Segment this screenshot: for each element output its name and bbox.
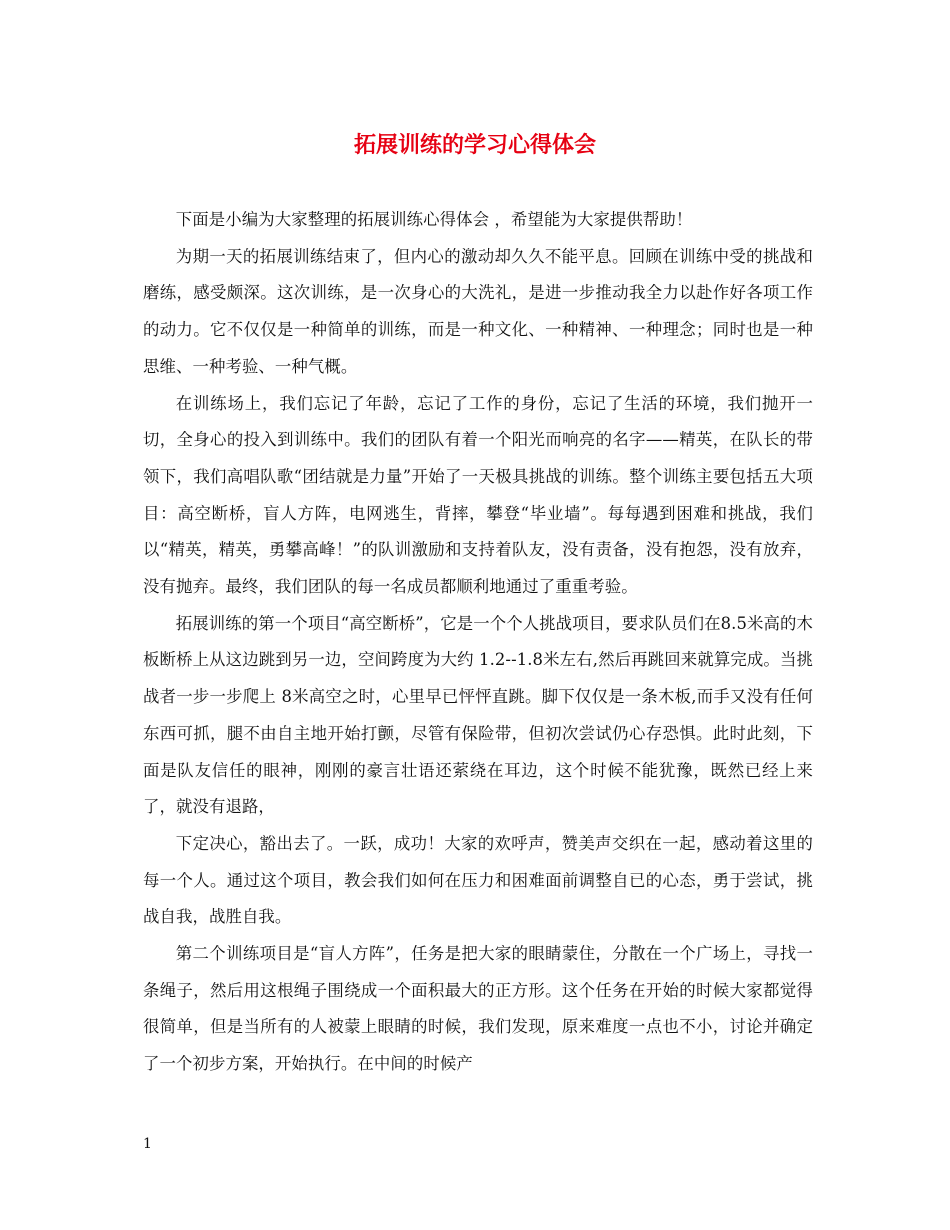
paragraph-intro: 下面是小编为大家整理的拓展训练心得体会 ，希望能为大家提供帮助！ xyxy=(175,210,693,229)
document-body xyxy=(143,202,813,1083)
paragraph-reflection: 为期一天的拓展训练结束了，但内心的激动却久久不能平息。回顾在训练中受的挑战和磨练，感受颇深。这次训练，是一次身心的大洗礼，是进一步推动我全力以赴作好各项工作的动力。它不仅仅是一种简单的训练，而是一种文化、一种精神、一种理念；同时也是一种思维、一种考验、一种气概。 xyxy=(143,246,813,376)
page-number: 1 xyxy=(143,1136,152,1152)
paragraph-training-field: 在训练场上，我们忘记了年龄，忘记了工作的身份，忘记了生活的环境，我们抛开一切，全身心的投入到训练中。我们的团队有着一个阳光而响亮的名字——精英，在队长的带领下，我们高唱队歌“团结就是力量”开始了一天极具挑战的训练。整个训练主要包括五大项目：高空断桥，盲人方阵，电网逃生，背摔，攀登“毕业墙”。每每遇到困难和挑战，我们以“精英，精英，勇攀高峰！”的队训激励和支持着队友，没有责备，没有抱怨，没有放弃，没有抛弃。最终，我们团队的每一名成员都顺利地通过了重重考验。 xyxy=(143,393,813,597)
document-title: 拓展训练的学习心得体会 xyxy=(353,132,596,158)
paragraph-blind-square: 第二个训练项目是“盲人方阵”，任务是把大家的眼睛蒙住，分散在一个广场上，寻找一条绳子，然后用这根绳子围绕成一个面积最大的正方形。这个任务在开始的时候大家都觉得很简单，但是当所有的人被蒙上眼睛的时候，我们发现，原来难度一点也不小，讨论并确定了一个初步方案，开始执行。在中间的时候产 xyxy=(143,944,813,1074)
paragraph-high-bridge: 拓展训练的第一个项目“高空断桥”，它是一个个人挑战项目，要求队员们在8.5米高的木板断桥上从这边跳到另一边，空间跨度为大约 1.2--1.8米左右,然后再跳回来就算完成。当挑战者一步一步爬上 8米高空之时，心里早已怦怦直跳。脚下仅仅是一条木板,而手又没有任何东西可抓，腿不由自主地开始打颤，尽管有保险带，但初次尝试仍心存恐惧。此时此刻，下面是队友信任的眼神，刚刚的豪言壮语还萦绕在耳边，这个时候不能犹豫，既然已经上来了，就没有退路， xyxy=(143,613,813,817)
paragraph-decision: 下定决心，豁出去了。一跃，成功！大家的欢呼声，赞美声交织在一起，感动着这里的每一个人。通过这个项目，教会我们如何在压力和困难面前调整自已的心态，勇于尝试，挑战自我，战胜自我。 xyxy=(143,833,813,927)
